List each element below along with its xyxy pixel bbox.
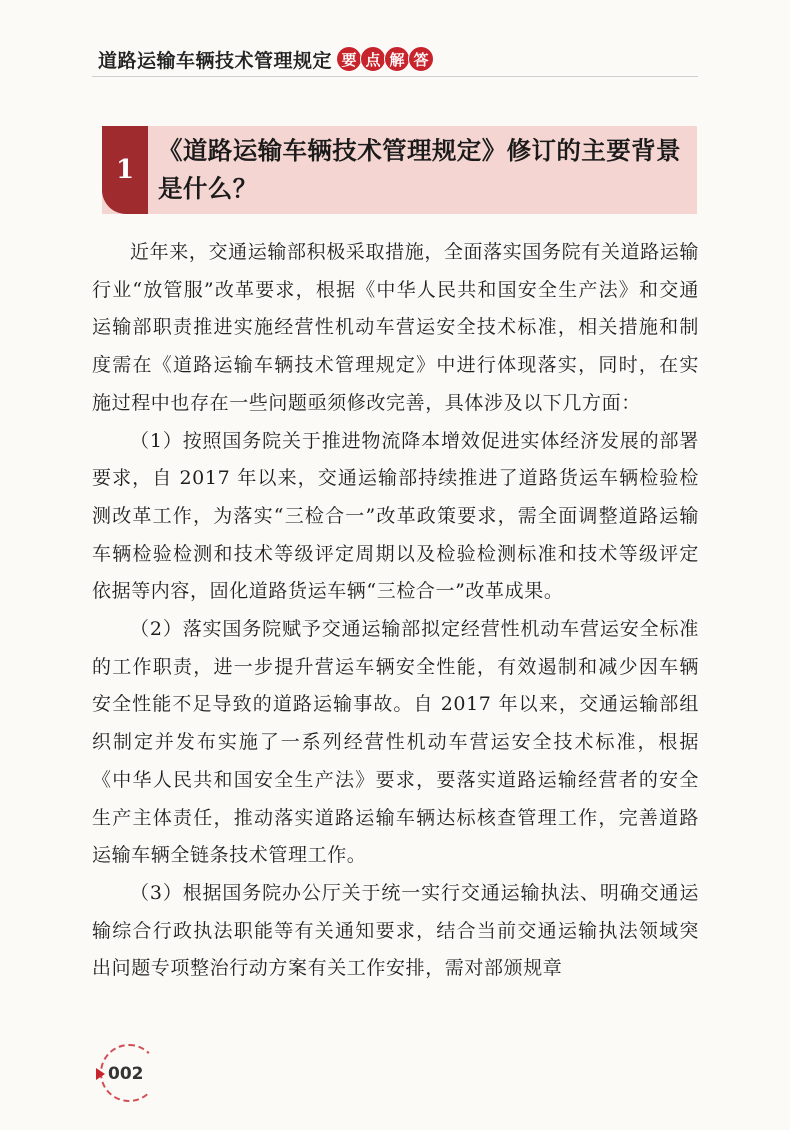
paragraph-point-2: （2）落实国务院赋予交通运输部拟定经营性机动车营运安全标准的工作职责，进一步提升营运车辆安全性能，有效遏制和减少因车辆安全性能不足导致的道路运输事故。自 2017 年以来，交通运输部组织制定并发布实施了一系列经营性机动车营运安全技术标准，根据《中华人民共和国安全生产法》要求，要落实道路运输经营者的安全生产主体责任，推动落实道路运输车辆达标核查管理工作，完善道路运输车辆全链条技术管理工作。 (92, 618, 699, 867)
series-badges (336, 46, 432, 72)
question-title: 《道路运输车辆技术管理规定》修订的主要背景是什么？ (158, 136, 681, 203)
arrow-right-icon (96, 1068, 105, 1080)
badge-jie: 解 (384, 46, 410, 72)
answer-body (92, 234, 699, 988)
paragraph-intro: 近年来，交通运输部积极采取措施，全面落实国务院有关道路运输行业“放管服”改革要求，根据《中华人民共和国安全生产法》和交通运输部职责推进实施经营性机动车营运安全技术标准，相关措施和制度需在《道路运输车辆技术管理规定》中进行体现落实，同时，在实施过程中也存在一些问题亟须修改完善，具体涉及以下几方面： (92, 241, 699, 414)
paragraph-point-1: （1）按照国务院关于推进物流降本增效促进实体经济发展的部署要求，自 2017 年以来，交通运输部持续推进了道路货运车辆检验检测改革工作，为落实“三检合一”改革政策要求，需全面调整道路运输车辆检验检测和技术等级评定周期以及检验检测标准和技术等级评定依据等内容，固化道路货运车辆“三检合一”改革成果。 (92, 429, 699, 603)
badge-yao: 要 (336, 46, 362, 72)
running-header (98, 44, 432, 74)
page-number: 002 (108, 1064, 144, 1084)
book-title: 道路运输车辆技术管理规定 (98, 49, 333, 72)
page-number-block (96, 1064, 144, 1084)
badge-dian: 点 (360, 46, 386, 72)
paragraph-point-3: （3）根据国务院办公厅关于统一实行交通运输执法、明确交通运输综合行政执法职能等有关通知要求，结合当前交通运输执法领域突出问题专项整治行动方案有关工作安排，需对部颁规章 (92, 881, 699, 980)
header-divider (92, 76, 698, 77)
question-number: 1 (102, 126, 148, 214)
badge-da: 答 (408, 46, 434, 72)
